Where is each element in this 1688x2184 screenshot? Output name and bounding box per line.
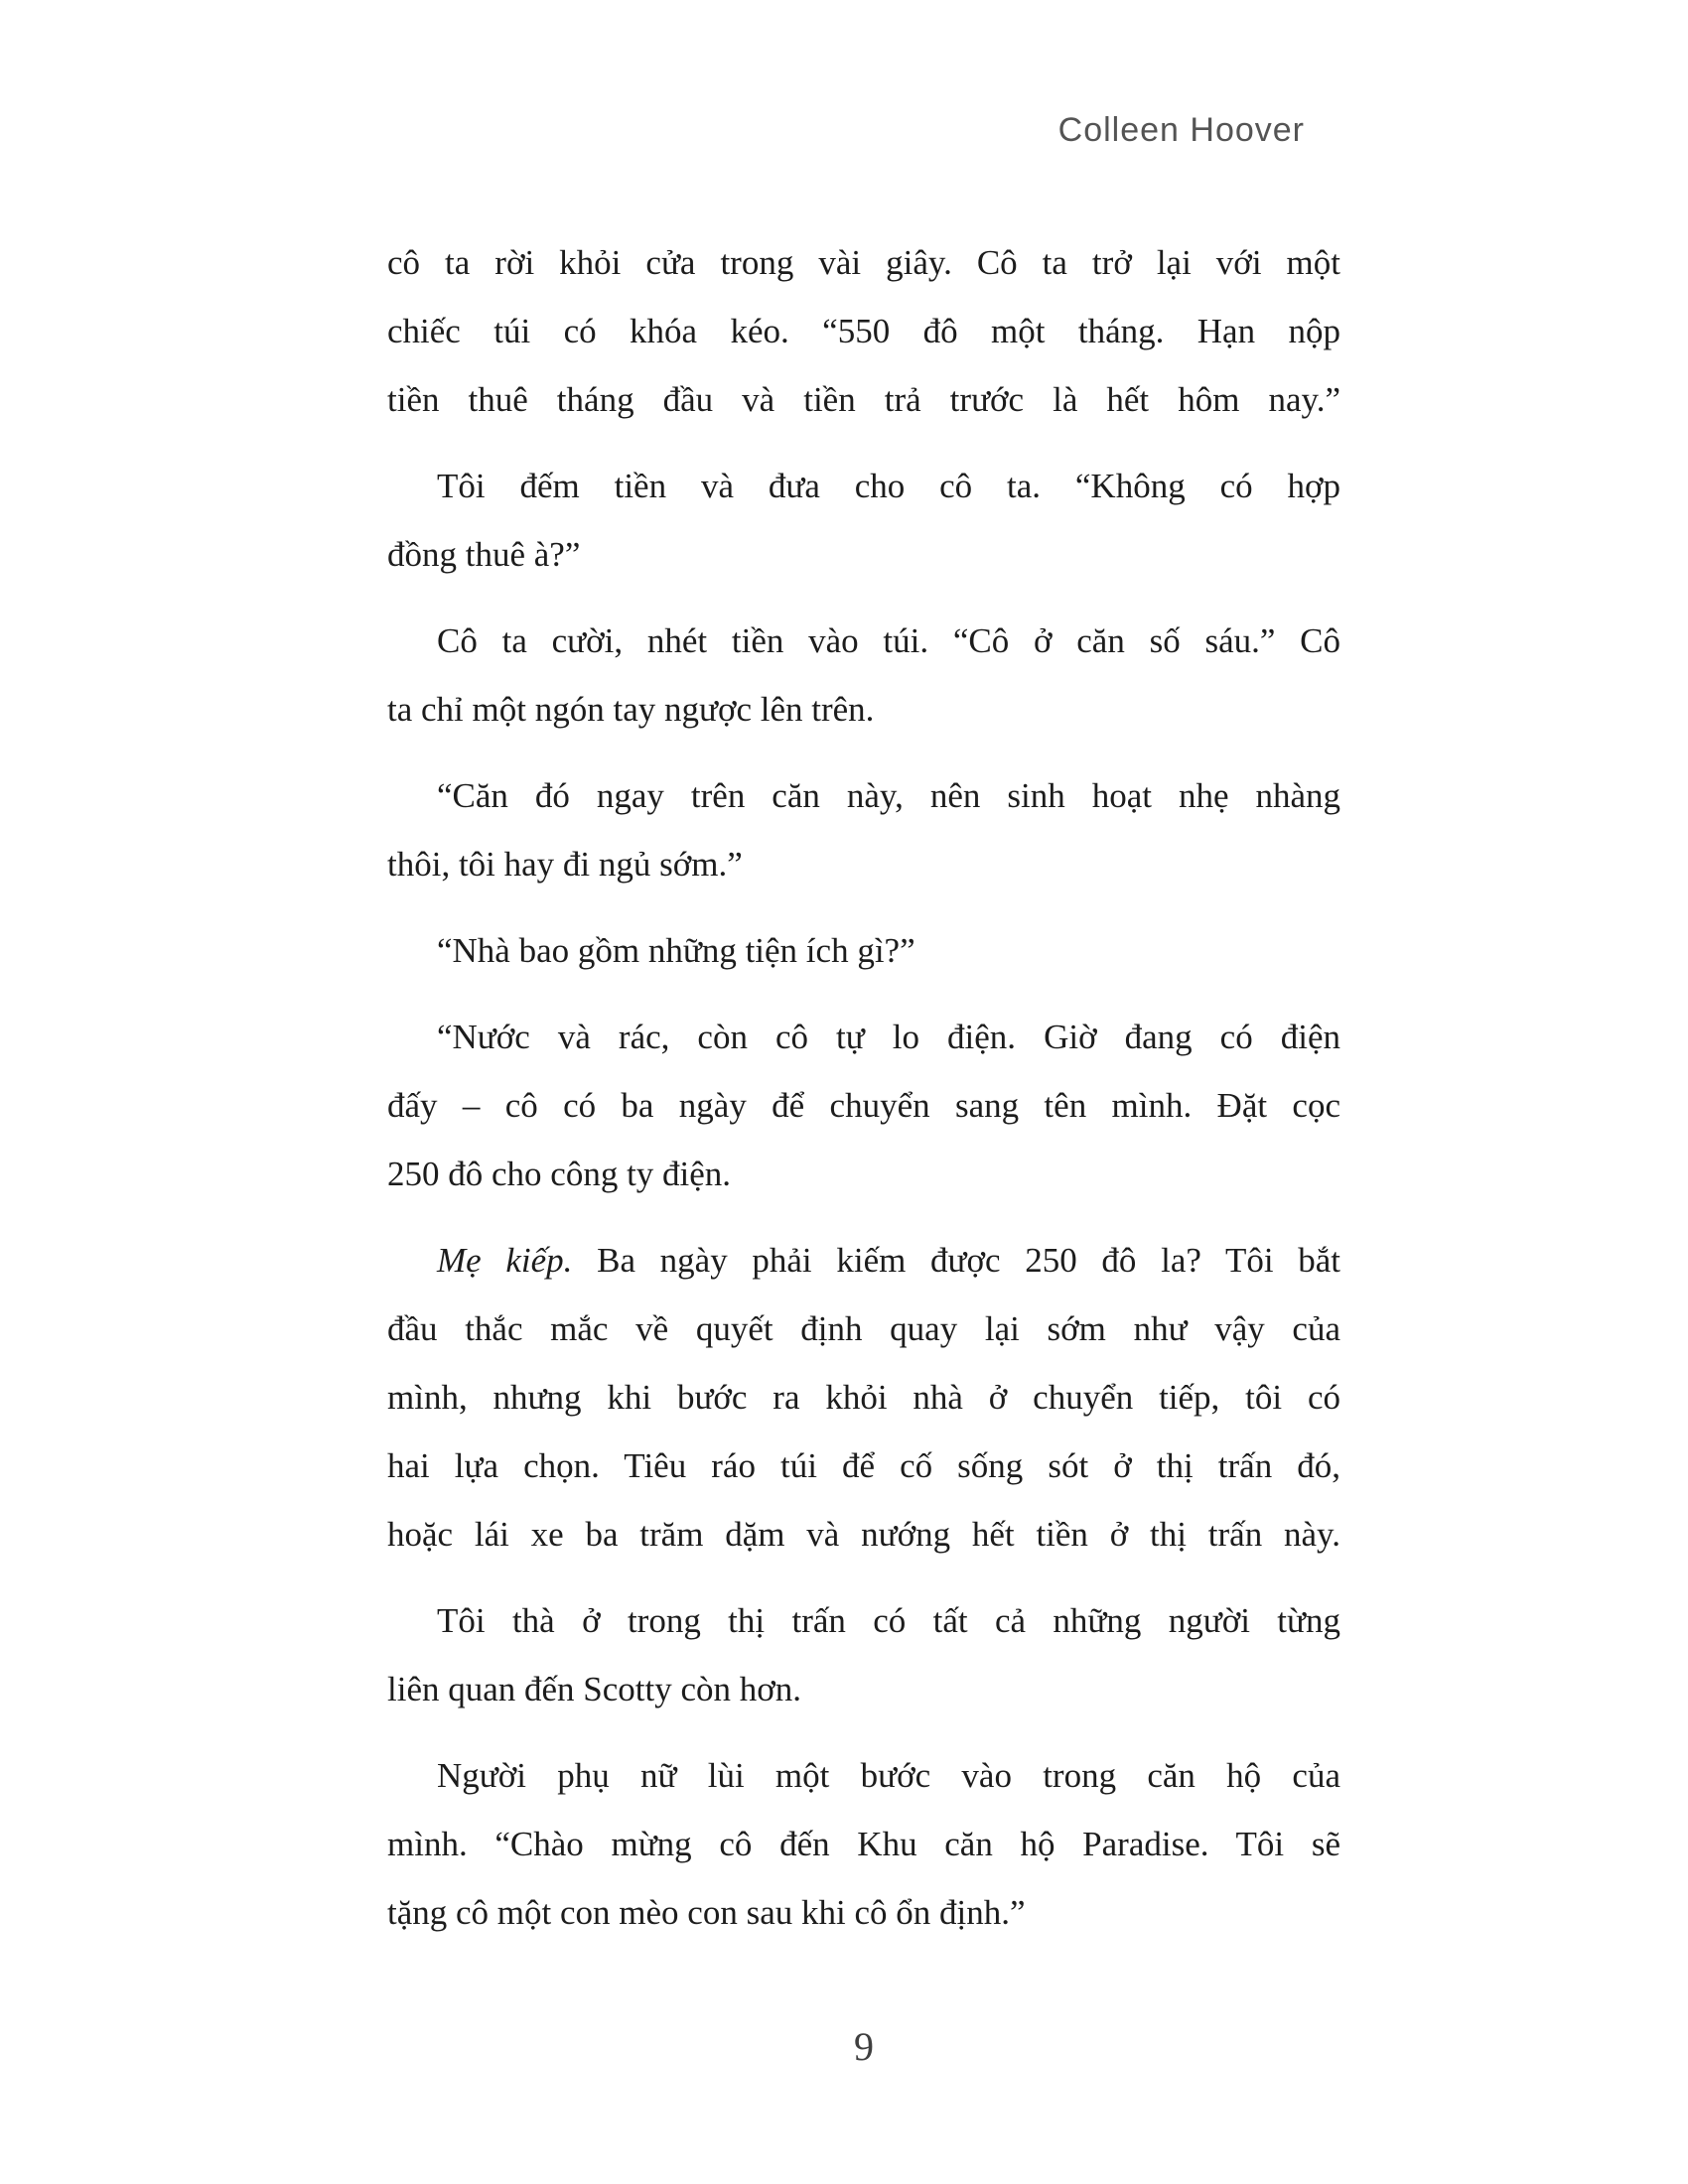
- text-line: [387, 1363, 1340, 1432]
- text-line: [387, 297, 1340, 365]
- paragraph: [387, 761, 1340, 898]
- text-segment: mình, nhưng khi bước ra khỏi nhà ở chuyển tiếp, tôi có: [387, 1378, 1340, 1417]
- text-line: [387, 830, 1340, 898]
- body-text: [387, 228, 1340, 1947]
- text-line: [387, 1295, 1340, 1363]
- running-header: Colleen Hoover: [1057, 111, 1305, 149]
- text-segment: tặng cô một con mèo con sau khi cô ổn định.”: [387, 1893, 1026, 1932]
- text-segment: đồng thuê à?”: [387, 535, 581, 574]
- text-segment: “Nhà bao gồm những tiện ích gì?”: [437, 931, 915, 970]
- text-segment: cô ta rời khỏi cửa trong vài giây. Cô ta trở lại với một: [387, 243, 1340, 282]
- text-line: [387, 761, 1340, 830]
- text-line: [387, 1655, 1340, 1723]
- text-line: [387, 452, 1340, 520]
- paragraph: [387, 228, 1340, 434]
- text-line: [387, 1586, 1340, 1655]
- text-segment: hai lựa chọn. Tiêu ráo túi để cố sống sót ở thị trấn đó,: [387, 1446, 1340, 1485]
- paragraph: [387, 1741, 1340, 1947]
- text-line: [387, 365, 1340, 434]
- paragraph: [387, 916, 1340, 985]
- paragraph: [387, 1226, 1340, 1569]
- page-number: 9: [854, 2024, 874, 2069]
- text-line: [387, 520, 1340, 589]
- text-line: [387, 1003, 1340, 1071]
- text-line: [387, 1226, 1340, 1295]
- text-line: [387, 1878, 1340, 1947]
- text-segment: “Căn đó ngay trên căn này, nên sinh hoạt nhẹ nhàng: [437, 776, 1340, 815]
- italic-text: Mẹ kiếp.: [437, 1241, 573, 1280]
- text-line: [387, 228, 1340, 297]
- paragraph: [387, 1003, 1340, 1208]
- text-line: [387, 1140, 1340, 1208]
- text-segment: Tôi đếm tiền và đưa cho cô ta. “Không có hợp: [437, 467, 1340, 505]
- text-segment: Ba ngày phải kiếm được 250 đô la? Tôi bắt: [572, 1241, 1340, 1280]
- text-segment: chiếc túi có khóa kéo. “550 đô một tháng. Hạn nộp: [387, 312, 1340, 350]
- text-line: [387, 607, 1340, 675]
- text-segment: tiền thuê tháng đầu và tiền trả trước là hết hôm nay.”: [387, 380, 1340, 419]
- text-segment: đấy – cô có ba ngày để chuyển sang tên mình. Đặt cọc: [387, 1086, 1340, 1125]
- text-segment: Cô ta cười, nhét tiền vào túi. “Cô ở căn số sáu.” Cô: [437, 621, 1340, 660]
- text-line: [387, 1810, 1340, 1878]
- text-line: [387, 1500, 1340, 1569]
- paragraph: [387, 1586, 1340, 1723]
- text-line: [387, 675, 1340, 744]
- text-segment: 250 đô cho công ty điện.: [387, 1155, 732, 1193]
- text-segment: hoặc lái xe ba trăm dặm và nướng hết tiền ở thị trấn này.: [387, 1515, 1340, 1554]
- text-line: [387, 1071, 1340, 1140]
- text-line: [387, 916, 1340, 985]
- text-segment: mình. “Chào mừng cô đến Khu căn hộ Paradise. Tôi sẽ: [387, 1825, 1340, 1863]
- text-segment: đầu thắc mắc về quyết định quay lại sớm như vậy của: [387, 1309, 1340, 1348]
- paragraph: [387, 452, 1340, 589]
- text-segment: Người phụ nữ lùi một bước vào trong căn hộ của: [437, 1756, 1340, 1795]
- paragraph: [387, 607, 1340, 744]
- text-segment: Tôi thà ở trong thị trấn có tất cả những người từng: [437, 1601, 1340, 1640]
- text-line: [387, 1741, 1340, 1810]
- text-segment: thôi, tôi hay đi ngủ sớm.”: [387, 845, 743, 884]
- text-line: [387, 1432, 1340, 1500]
- text-segment: “Nước và rác, còn cô tự lo điện. Giờ đang có điện: [437, 1018, 1340, 1056]
- text-segment: liên quan đến Scotty còn hơn.: [387, 1670, 802, 1708]
- text-segment: ta chỉ một ngón tay ngược lên trên.: [387, 690, 875, 729]
